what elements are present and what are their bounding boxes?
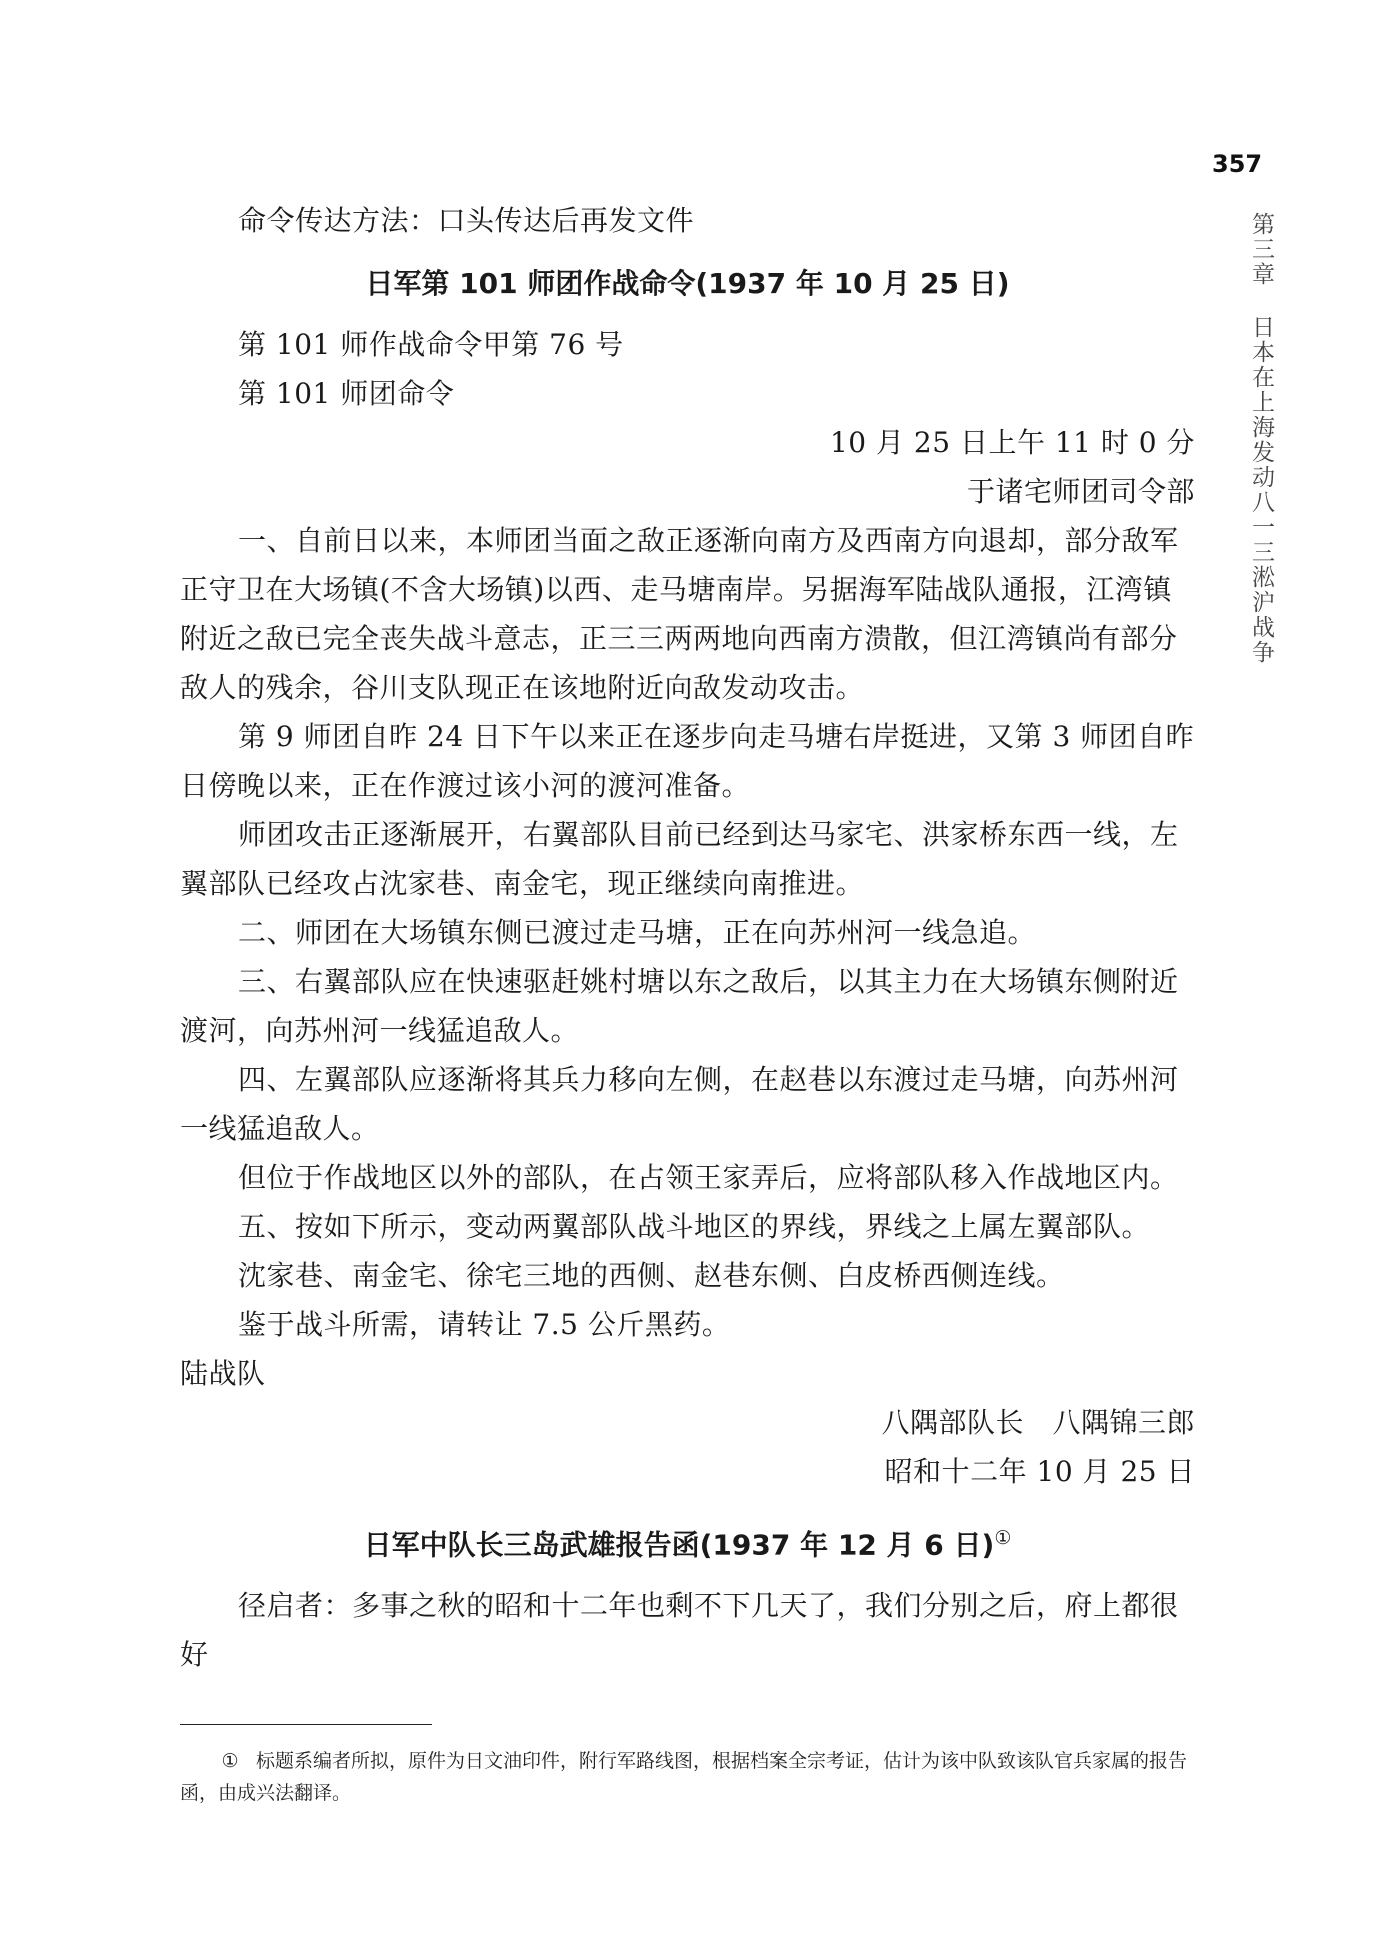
order-place: 于诸宅师团司令部 xyxy=(966,475,1195,508)
order-paragraph-1: 一、自前日以来，本师团当面之敌正逐渐向南方及西南方向退却，部分敌军正守卫在大场镇(不含大场镇)以西、走马塘南岸。另据海军陆战队通报，江湾镇附近之敌已完全丧失战斗意志，正三三两两地向西南方溃散，但江湾镇尚有部分敌人的残余，谷川支队现正在该地附近向敌发动攻击。 xyxy=(180,524,1179,704)
order-paragraph-9: 沈家巷、南金宅、徐宅三地的西侧、赵巷东侧、白皮桥西侧连线。 xyxy=(238,1259,1065,1292)
footnote-divider xyxy=(180,1724,432,1725)
order-paragraph-4: 二、师团在大场镇东侧已渡过走马塘，正在向苏州河一线急追。 xyxy=(238,916,1037,949)
section2-title-line xyxy=(180,1514,1195,1569)
running-header xyxy=(1240,212,1274,665)
intro-line: 命令传达方法：口头传达后再发文件 xyxy=(238,204,695,237)
page-number: 357 xyxy=(1212,150,1263,178)
order-date: 昭和十二年 10 月 25 日 xyxy=(884,1455,1195,1488)
section1-title: 日军第 101 师团作战命令(1937 年 10 月 25 日) xyxy=(365,267,1010,300)
order-paragraph-5: 三、右翼部队应在快速驱赶姚村塘以东之敌后，以其主力在大场镇东侧附近渡河，向苏州河一线猛追敌人。 xyxy=(180,965,1179,1047)
footnote-mark: ① xyxy=(221,1750,239,1772)
order-paragraph-6: 四、左翼部队应逐渐将其兵力移向左侧，在赵巷以东渡过走马塘，向苏州河一线猛追敌人。 xyxy=(180,1063,1179,1145)
order-paragraph-2: 第 9 师团自昨 24 日下午以来正在逐步向走马塘右岸挺进，又第 3 师团自昨日傍晚以来，正在作渡过该小河的渡河准备。 xyxy=(180,720,1195,802)
section2-note-mark: ① xyxy=(994,1527,1012,1549)
section2-title: 日军中队长三岛武雄报告函(1937 年 12 月 6 日) xyxy=(363,1528,995,1562)
addressee: 陆战队 xyxy=(180,1357,266,1390)
order-paragraph-10: 鉴于战斗所需，请转让 7.5 公斤黑药。 xyxy=(238,1308,731,1341)
order-number: 第 101 师作战命令甲第 76 号 xyxy=(238,328,624,361)
main-text xyxy=(180,196,1195,1679)
footnote-text: 标题系编者所拟，原件为日文油印件，附行军路线图，根据档案全宗考证，估计为该中队致该队官兵家属的报告函，由成兴法翻译。 xyxy=(180,1750,1188,1804)
order-paragraph-7: 但位于作战地区以外的部队，在占领王家弄后，应将部队移入作战地区内。 xyxy=(238,1161,1179,1194)
order-paragraph-3: 师团攻击正逐渐展开，右翼部队目前已经到达马家宅、洪家桥东西一线，左翼部队已经攻占沈家巷、南金宅，现正继续向南推进。 xyxy=(180,818,1179,900)
order-name: 第 101 师团命令 xyxy=(238,377,455,410)
footnote xyxy=(180,1745,1195,1809)
running-header-chapter: 第三章 xyxy=(1248,212,1274,287)
order-paragraph-8: 五、按如下所示，变动两翼部队战斗地区的界线，界线之上属左翼部队。 xyxy=(238,1210,1151,1243)
order-time: 10 月 25 日上午 11 时 0 分 xyxy=(829,426,1195,459)
running-header-title: 日本在上海发动八一三淞沪战争 xyxy=(1248,315,1274,665)
letter-first-paragraph: 径启者：多事之秋的昭和十二年也剩不下几天了，我们分别之后，府上都很好 xyxy=(180,1589,1179,1672)
signature: 八隅部队长 八隅锦三郎 xyxy=(881,1406,1195,1439)
